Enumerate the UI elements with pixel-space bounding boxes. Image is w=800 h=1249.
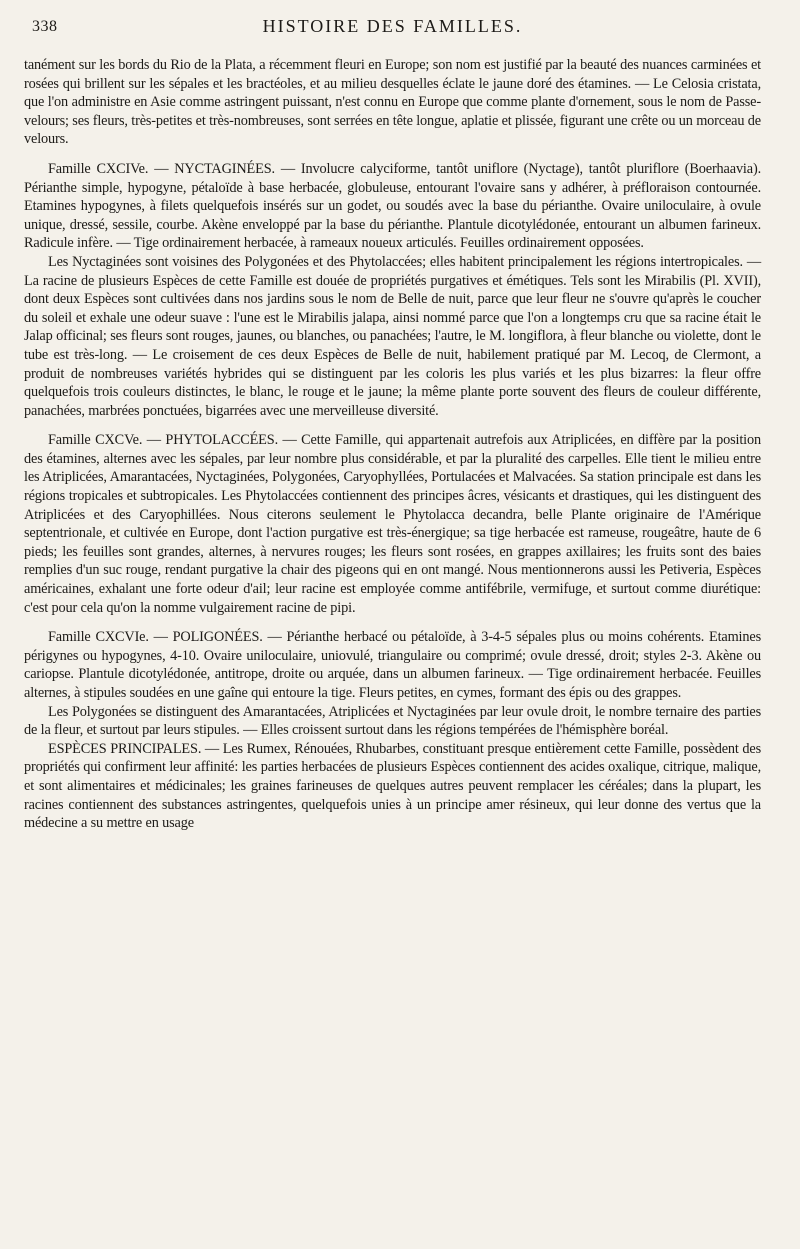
paragraph-poligonees-family: Famille CXCVIe. — POLIGONÉES. — Périanthe herbacé ou pétaloïde, à 3-4-5 sépales plus ou moins cohérents. Etamines périgynes ou hypogynes, 4-10. Ovaire uniloculaire, uniovulé, triangulaire ou comprimé; ovule dressé, droit; styles 2-3. Akène ou cariopse. Plantule dicotylédonée, antitrope, droite ou arquée, dans un albumen farineux. — Tige ordinairement herbacée. Feuilles alternes, à stipules soudées en une gaîne qui entoure la tige. Fleurs petites, en cymes, formant des épis ou des grappes. <box>24 629 761 701</box>
page-header <box>24 14 761 40</box>
paragraph-polygonees-distinction: Les Polygonées se distinguent des Amarantacées, Atriplicées et Nyctaginées par leur ovule droit, le nombre ternaire des parties de la fleur, et surtout par leurs stipules. — Elles croissent surtout dans les régions tempérées de l'hémisphère boréal. <box>24 703 761 739</box>
running-title: HISTOIRE DES FAMILLES. <box>262 16 523 36</box>
paragraph-nyctaginees-family: Famille CXCIVe. — NYCTAGINÉES. — Involucre calyciforme, tantôt uniflore (Nyctage), tantôt pluriflore (Boerhaavia). Périanthe simple, hypogyne, pétaloïde à base herbacée, globuleuse, entourant l'ovaire sans y adhérer, à préfloraison contournée. Etamines hypogynes, à filets quelquefois insérés sur un godet, ou soudés avec la base du périanthe. Ovaire uniloculaire, à ovule unique, dressé, sessile, courbe. Akène enveloppé par la base du périanthe. Plantule dicotylédonée, entourant un albumen farineux. Radicule infère. — Tige ordinairement herbacée, à rameaux noueux articulés. Feuilles ordinairement opposées. <box>24 160 761 252</box>
paragraph-especes-principales: ESPÈCES PRINCIPALES. — Les Rumex, Rénouées, Rhubarbes, constituant presque entièrement cette Famille, possèdent des propriétés qui confirment leur affinité: les parties herbacées de plusieurs Espèces contiennent des acides oxalique, citrique, malique, et sont alimentaires et médicinales; les graines farineuses de quelques autres peuvent remplacer les céréales; dans la plupart, les racines contiennent des substances astringentes, quelquefois unies à un principe amer résineux, qui leur donne des vertus que la médecine a su mettre en usage <box>24 740 761 832</box>
paragraph-nyctaginees-species: Les Nyctaginées sont voisines des Polygonées et des Phytolaccées; elles habitent principalement les régions intertropicales. — La racine de plusieurs Espèces de cette Famille est douée de propriétés purgatives et émétiques. Tels sont les Mirabilis (Pl. XVII), dont deux Espèces sont cultivées dans nos jardins sous le nom de Belle de nuit, parce que leur fleur ne s'ouvre qu'après le coucher du soleil et exhale une odeur suave : l'une est le Mirabilis jalapa, ainsi nommé parce que l'on a longtemps cru que sa racine était le Jalap officinal; ses fleurs sont rouges, jaunes, ou blanches, ou panachées; l'autre, le M. longiflora, à fleur blanche ou violette, dont le tube est très-long. — Le croisement de ces deux Espèces de Belle de nuit, habilement pratiqué par M. Lecoq, de Clermont, a produit de nombreuses variétés hybrides qui se distinguent par les coloris les plus variés et les plus bizarres: la fleur offre quelquefois trois couleurs distinctes, le blanc, le rouge et le jaune; la même plante porte souvent des fleurs de couleur différente, panachées, marbrées ponctuées, bigarrées avec une merveilleuse diversité. <box>24 253 761 419</box>
paragraph-celosia: tanément sur les bords du Rio de la Plata, a récemment fleuri en Europe; son nom est justifié par la beauté des nuances carminées et rosées qui brillent sur les sépales et les bractéoles, et au milieu desquelles éclate le jaune doré des étamines. — Le Celosia cristata, que l'on administre en Asie comme astringent puissant, n'est connu en Europe que comme plante d'ornement, sous le nom de Passe-velours; ses fleurs, très-petites et très-nombreuses, sont serrées en tête longue, aplatie et plissée, figurant une crête ou un morceau de velours. <box>24 57 761 148</box>
page-number: 338 <box>32 18 58 35</box>
page-body <box>24 56 761 833</box>
paragraph-phytolaccees-family: Famille CXCVe. — PHYTOLACCÉES. — Cette Famille, qui appartenait autrefois aux Atriplicées, en diffère par la position des étamines, alternes avec les sépales, par leur nombre plus considérable, et par la pluralité des carpelles. Elle tient le milieu entre les Atriplicées, Amarantacées, Nyctaginées, Polygonées, Caryophyllées, Portulacées et Malvacées. Sa station principale est dans les régions tropicales et subtropicales. Les Phytolaccées contiennent des principes âcres, vésicants et drastiques, qui les distinguent des Atriplicées et des Caryophillées. Nous citerons seulement le Phytolacca decandra, belle Plante originaire de l'Amérique septentrionale, et cultivée en Europe, dont l'action purgative est très-énergique; sa tige herbacée est rameuse, rougeâtre, haute de 6 pieds; les feuilles sont grandes, alternes, à nervures rouges; les fleurs sont rosées, en grappes axillaires; les fruits sont des baies remplies d'un suc rouge, rendant purgative la chair des pigeons qui en ont mangé. Nous mentionnerons aussi les Petiveria, Espèces américaines, exhalant une forte odeur d'ail; leur racine est employée comme antifébrile, vermifuge, et surtout comme diurétique: c'est pour cela qu'on la nomme vulgairement racine de pipi. <box>24 432 761 616</box>
